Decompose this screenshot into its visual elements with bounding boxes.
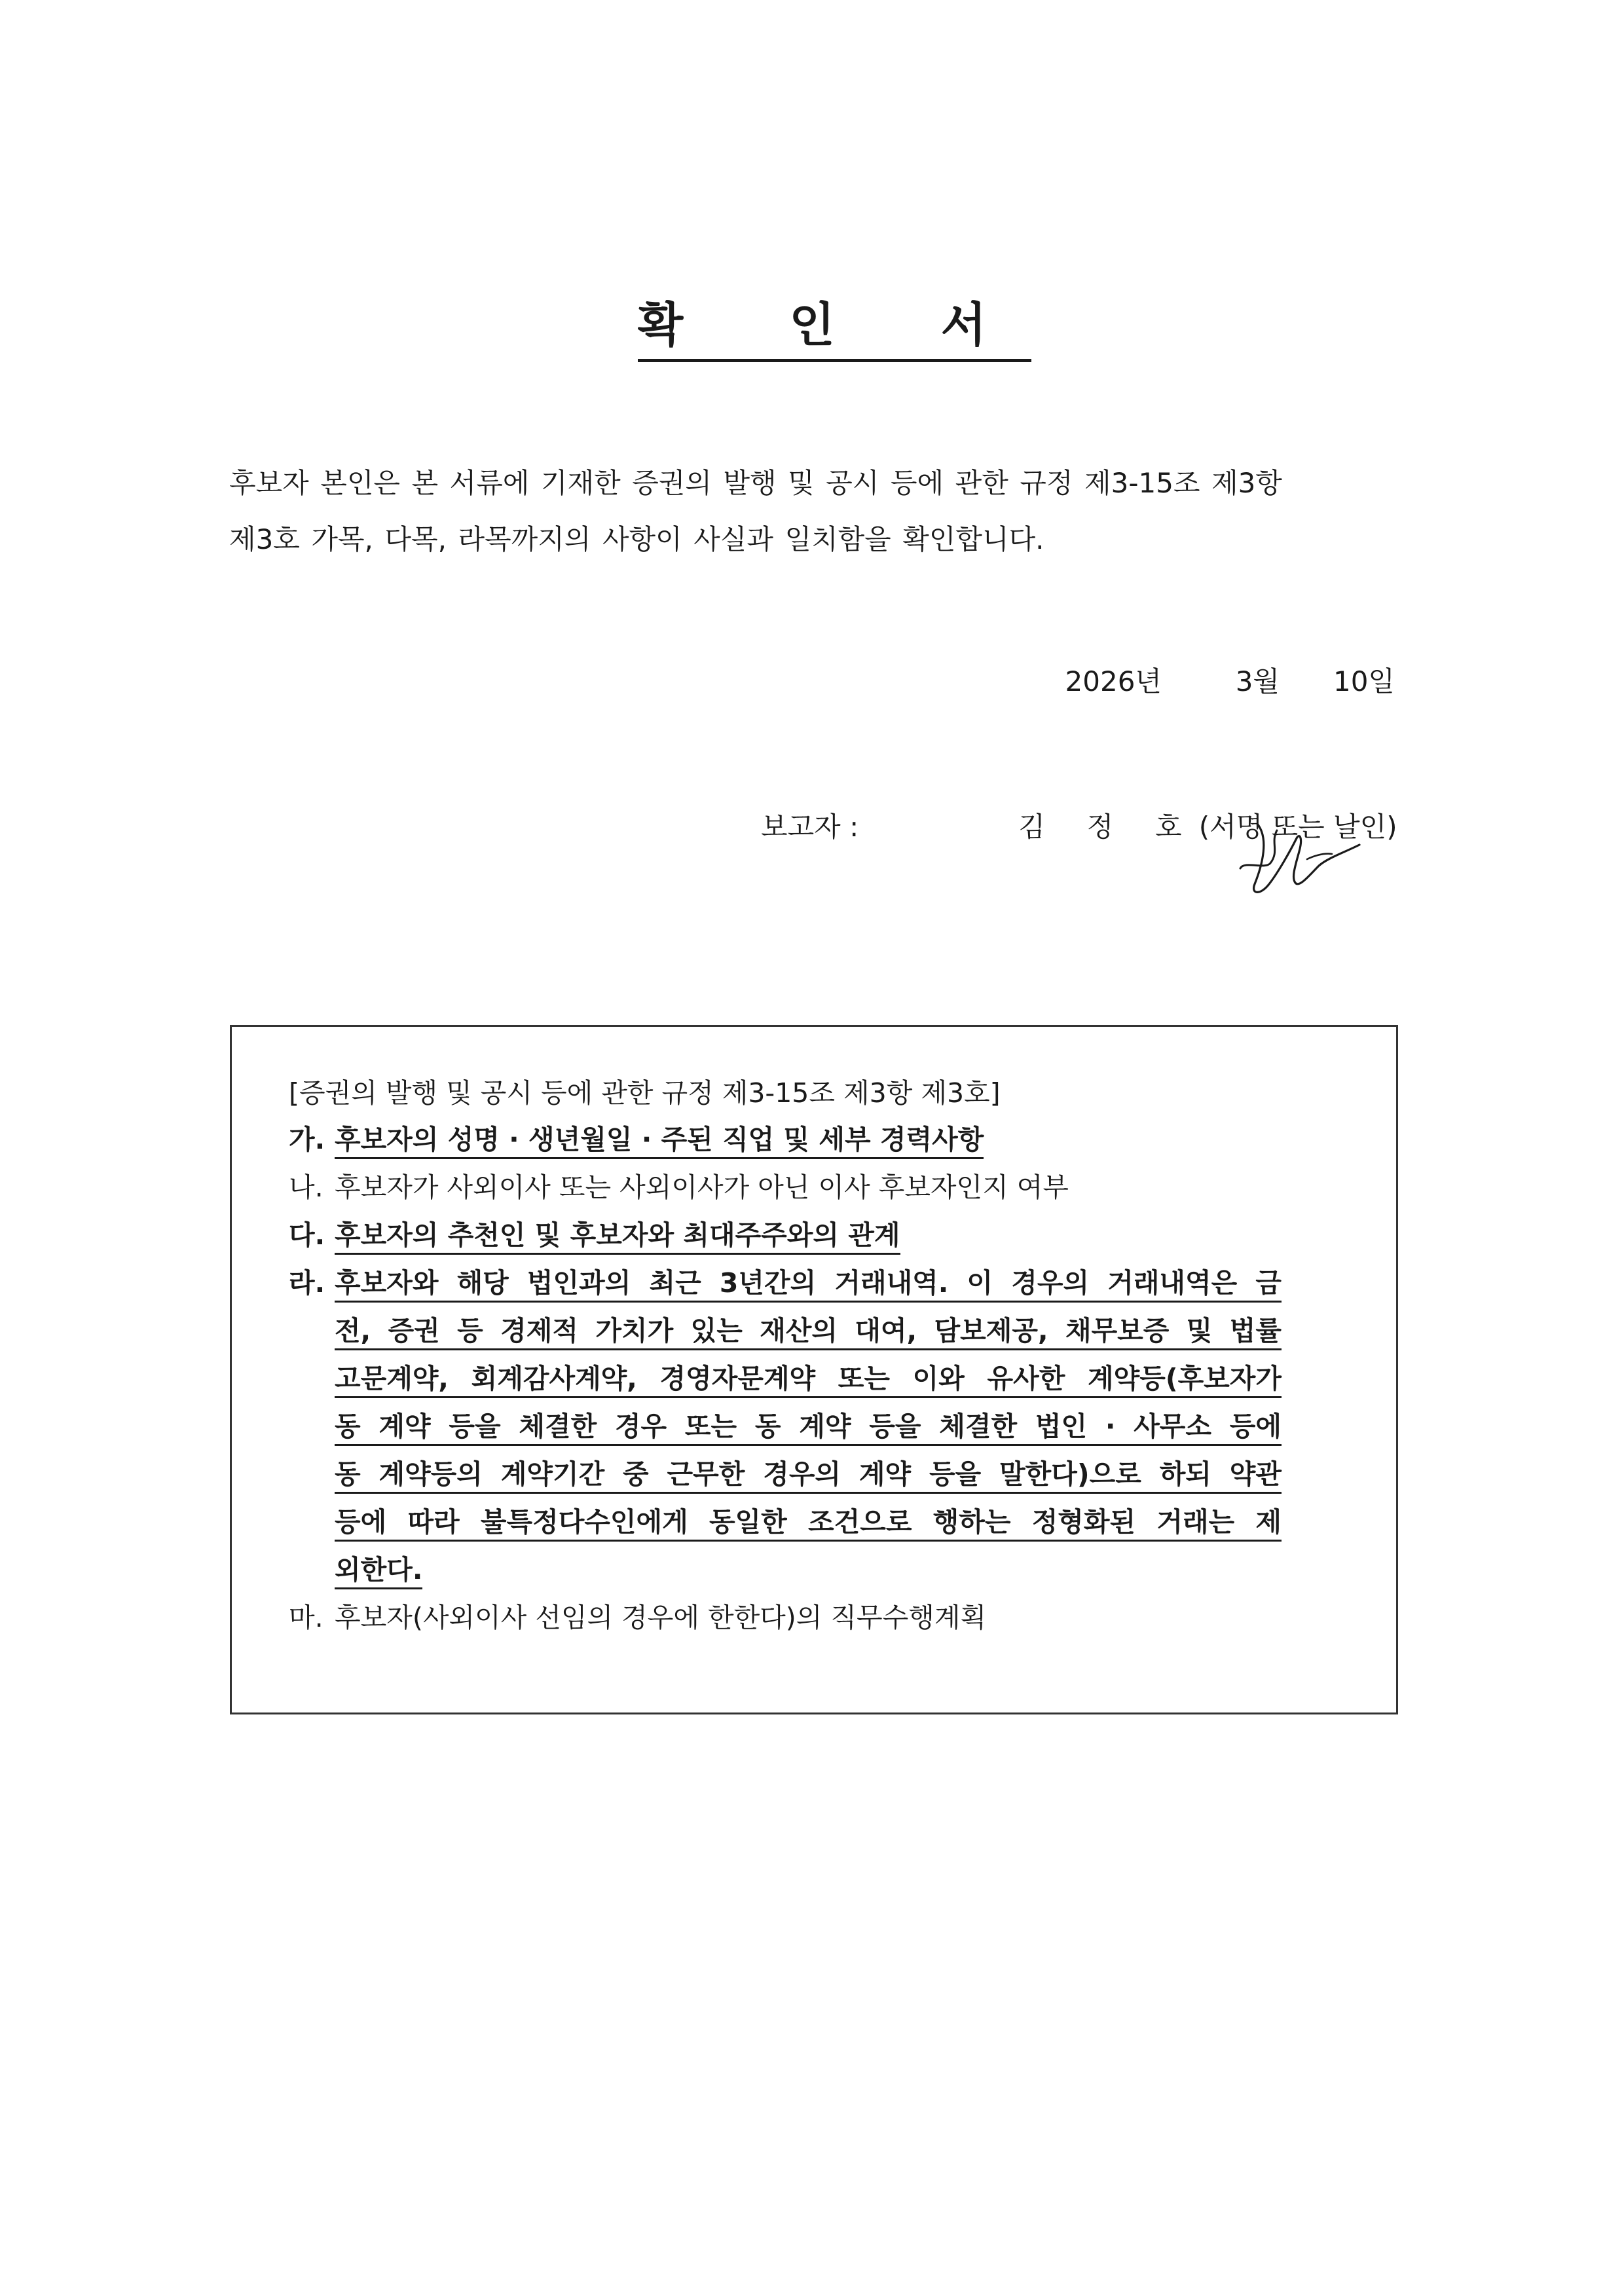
document-date [1031, 660, 1395, 699]
item-mark: 마. [289, 1602, 323, 1633]
item-text [335, 1212, 1337, 1259]
signer-name: 김 정 호 [1018, 811, 1198, 843]
item-text-line [335, 1355, 1282, 1403]
item-text-underlined: 등에 따라 불특정다수인에게 동일한 조건으로 행하는 정형화된 거래는 제 [335, 1506, 1282, 1542]
item-text: 후보자가 사외이사 또는 사외이사가 아닌 이사 후보자인지 여부 [335, 1172, 1069, 1203]
regulation-item-ra [289, 1259, 1337, 1594]
handwritten-signature [1231, 812, 1362, 904]
item-text-line [335, 1546, 1282, 1594]
item-text-line [335, 1259, 1282, 1307]
signer-label: 보고자 : [761, 811, 859, 843]
regulation-content [289, 1070, 1337, 1642]
item-text-line [335, 1498, 1282, 1546]
date-day: 10일 [1333, 665, 1395, 697]
item-text-line [335, 1307, 1282, 1355]
regulation-item-na [289, 1164, 1337, 1212]
item-text [335, 1259, 1282, 1594]
regulation-heading: [증권의 발행 및 공시 등에 관한 규정 제3-15조 제3항 제3호] [289, 1077, 1001, 1109]
regulation-box [230, 1025, 1398, 1714]
item-text-underlined: 전, 증권 등 경제적 가치가 있는 재산의 대여, 담보제공, 채무보증 및 법률 [335, 1315, 1282, 1350]
item-mark: 나. [289, 1172, 323, 1203]
item-mark: 다. [289, 1219, 325, 1251]
item-text-line [335, 1403, 1282, 1451]
item-text-underlined: 고문계약, 회계감사계약, 경영자문계약 또는 이와 유사한 계약등(후보자가 [335, 1363, 1282, 1398]
document-title [0, 287, 1624, 355]
item-mark: 라. [289, 1267, 325, 1299]
item-text-underlined: 후보자의 추천인 및 후보자와 최대주주와의 관계 [335, 1219, 900, 1255]
item-text-underlined: 동 계약등의 계약기간 중 근무한 경우의 계약 등을 말한다)으로 하되 약관 [335, 1458, 1282, 1494]
item-text-underlined: 후보자의 성명 · 생년월일 · 주된 직업 및 세부 경력사항 [335, 1124, 984, 1159]
date-year: 2026년 [1065, 665, 1162, 697]
item-text-underlined: 후보자와 해당 법인과의 최근 3년간의 거래내역. 이 경우의 거래내역은 금 [335, 1267, 1282, 1303]
item-text-underlined: 외한다. [335, 1554, 422, 1589]
item-text-line [335, 1451, 1282, 1498]
regulation-item-ma [289, 1594, 1337, 1642]
regulation-item-ga [289, 1116, 1337, 1164]
statement-line-2: 제3호 가목, 다목, 라목까지의 사항이 사실과 일치함을 확인합니다. [229, 523, 1044, 555]
statement-line-1: 후보자 본인은 본 서류에 기재한 증권의 발행 및 공시 등에 관한 규정 제3-15조 제3항 [229, 467, 1282, 499]
item-text: 후보자(사외이사 선임의 경우에 한한다)의 직무수행계획 [335, 1602, 987, 1633]
sign-note: (서명 또는 날인) [1198, 811, 1397, 843]
confirmation-statement [229, 455, 1401, 568]
date-month: 3월 [1235, 665, 1280, 697]
item-text-underlined: 동 계약 등을 체결한 경우 또는 동 계약 등을 체결한 법인 · 사무소 등에 [335, 1411, 1282, 1446]
regulation-item-da [289, 1212, 1337, 1259]
item-text [335, 1116, 1337, 1164]
document-title-text: 확 인 서 [638, 297, 1031, 362]
item-mark: 가. [289, 1124, 325, 1155]
